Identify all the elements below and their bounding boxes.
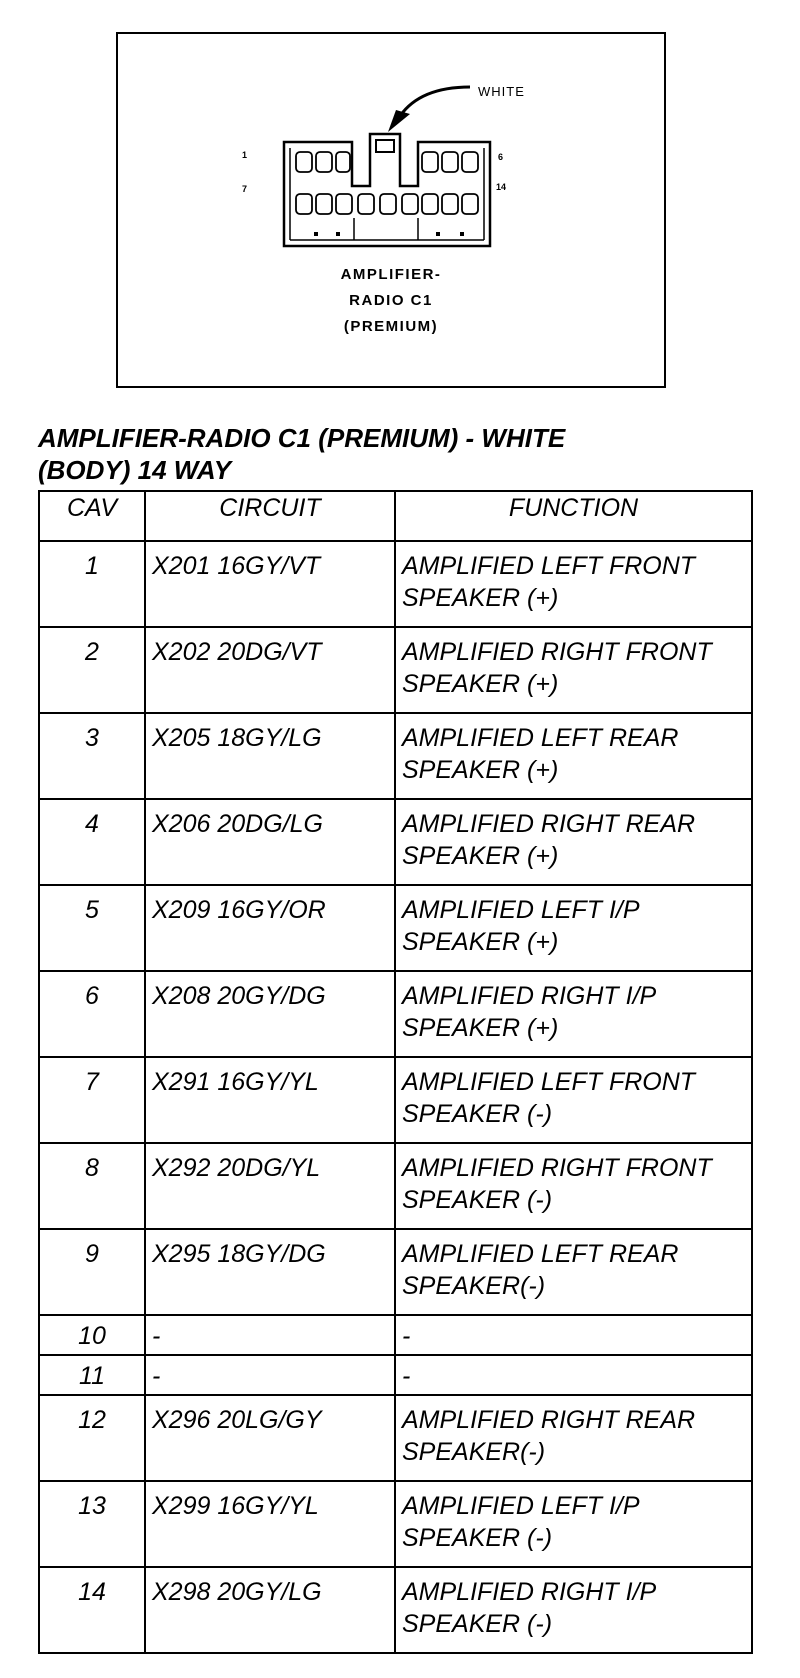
cav-cell: 6 [39,971,145,1057]
function-cell: AMPLIFIED RIGHT REAR SPEAKER (+) [395,799,752,885]
header-cav: CAV [39,491,145,541]
connector-title-line-2: RADIO C1 [349,292,433,309]
cav-cell: 12 [39,1395,145,1481]
connector-title-line-3: (PREMIUM) [343,318,439,335]
circuit-cell: X202 20DG/VT [145,627,395,713]
cav-cell: 8 [39,1143,145,1229]
header-circuit: CIRCUIT [145,491,395,541]
cav-cell: 9 [39,1229,145,1315]
pin-label-6: 6 [498,152,504,162]
circuit-cell: X201 16GY/VT [145,541,395,627]
table-row [39,713,752,799]
cav-cell: 7 [39,1057,145,1143]
heading-line-2: (BODY) 14 WAY [38,455,232,485]
circuit-cell: X206 20DG/LG [145,799,395,885]
cav-cell: 2 [39,627,145,713]
circuit-cell: X205 18GY/LG [145,713,395,799]
table-row [39,1315,752,1355]
cav-cell: 3 [39,713,145,799]
function-cell: AMPLIFIED RIGHT REAR SPEAKER(-) [395,1395,752,1481]
cav-cell: 4 [39,799,145,885]
circuit-cell: X292 20DG/YL [145,1143,395,1229]
cav-cell: 14 [39,1567,145,1653]
circuit-cell: X299 16GY/YL [145,1481,395,1567]
connector-diagram [116,32,666,388]
circuit-cell: X291 16GY/YL [145,1057,395,1143]
circuit-cell: X295 18GY/DG [145,1229,395,1315]
connector-title-line-1: AMPLIFIER- [340,266,442,283]
circuit-cell: X208 20GY/DG [145,971,395,1057]
cav-cell: 5 [39,885,145,971]
function-cell: AMPLIFIED LEFT I/P SPEAKER (-) [395,1481,752,1567]
circuit-cell: X209 16GY/OR [145,885,395,971]
function-cell: AMPLIFIED RIGHT I/P SPEAKER (-) [395,1567,752,1653]
function-cell: AMPLIFIED LEFT FRONT SPEAKER (-) [395,1057,752,1143]
table-row [39,799,752,885]
function-cell: - [395,1315,752,1355]
connector-heading [38,422,738,486]
function-cell: AMPLIFIED LEFT REAR SPEAKER (+) [395,713,752,799]
table-row [39,971,752,1057]
circuit-cell: - [145,1355,395,1395]
heading-line-1: AMPLIFIER-RADIO C1 (PREMIUM) - WHITE [38,423,566,453]
table-row [39,885,752,971]
pinout-table [38,490,753,1654]
table-row [39,1395,752,1481]
table-row [39,1481,752,1567]
table-row [39,541,752,627]
circuit-cell: X298 20GY/LG [145,1567,395,1653]
header-function: FUNCTION [395,491,752,541]
function-cell: AMPLIFIED LEFT I/P SPEAKER (+) [395,885,752,971]
function-cell: AMPLIFIED RIGHT I/P SPEAKER (+) [395,971,752,1057]
table-row [39,1143,752,1229]
function-cell: AMPLIFIED LEFT REAR SPEAKER(-) [395,1229,752,1315]
cav-cell: 11 [39,1355,145,1395]
pin-label-7: 7 [242,184,248,194]
wire-color-label: WHITE [478,84,525,99]
function-cell: AMPLIFIED LEFT FRONT SPEAKER (+) [395,541,752,627]
function-cell: AMPLIFIED RIGHT FRONT SPEAKER (+) [395,627,752,713]
function-cell: - [395,1355,752,1395]
cav-cell: 1 [39,541,145,627]
cav-cell: 13 [39,1481,145,1567]
pin-label-1: 1 [242,150,248,160]
circuit-cell: X296 20LG/GY [145,1395,395,1481]
table-row [39,1355,752,1395]
pin-label-14: 14 [496,182,507,192]
function-cell: AMPLIFIED RIGHT FRONT SPEAKER (-) [395,1143,752,1229]
table-row [39,1567,752,1653]
table-row [39,1057,752,1143]
cav-cell: 10 [39,1315,145,1355]
table-header-row [39,491,752,541]
circuit-cell: - [145,1315,395,1355]
table-row [39,627,752,713]
table-row [39,1229,752,1315]
